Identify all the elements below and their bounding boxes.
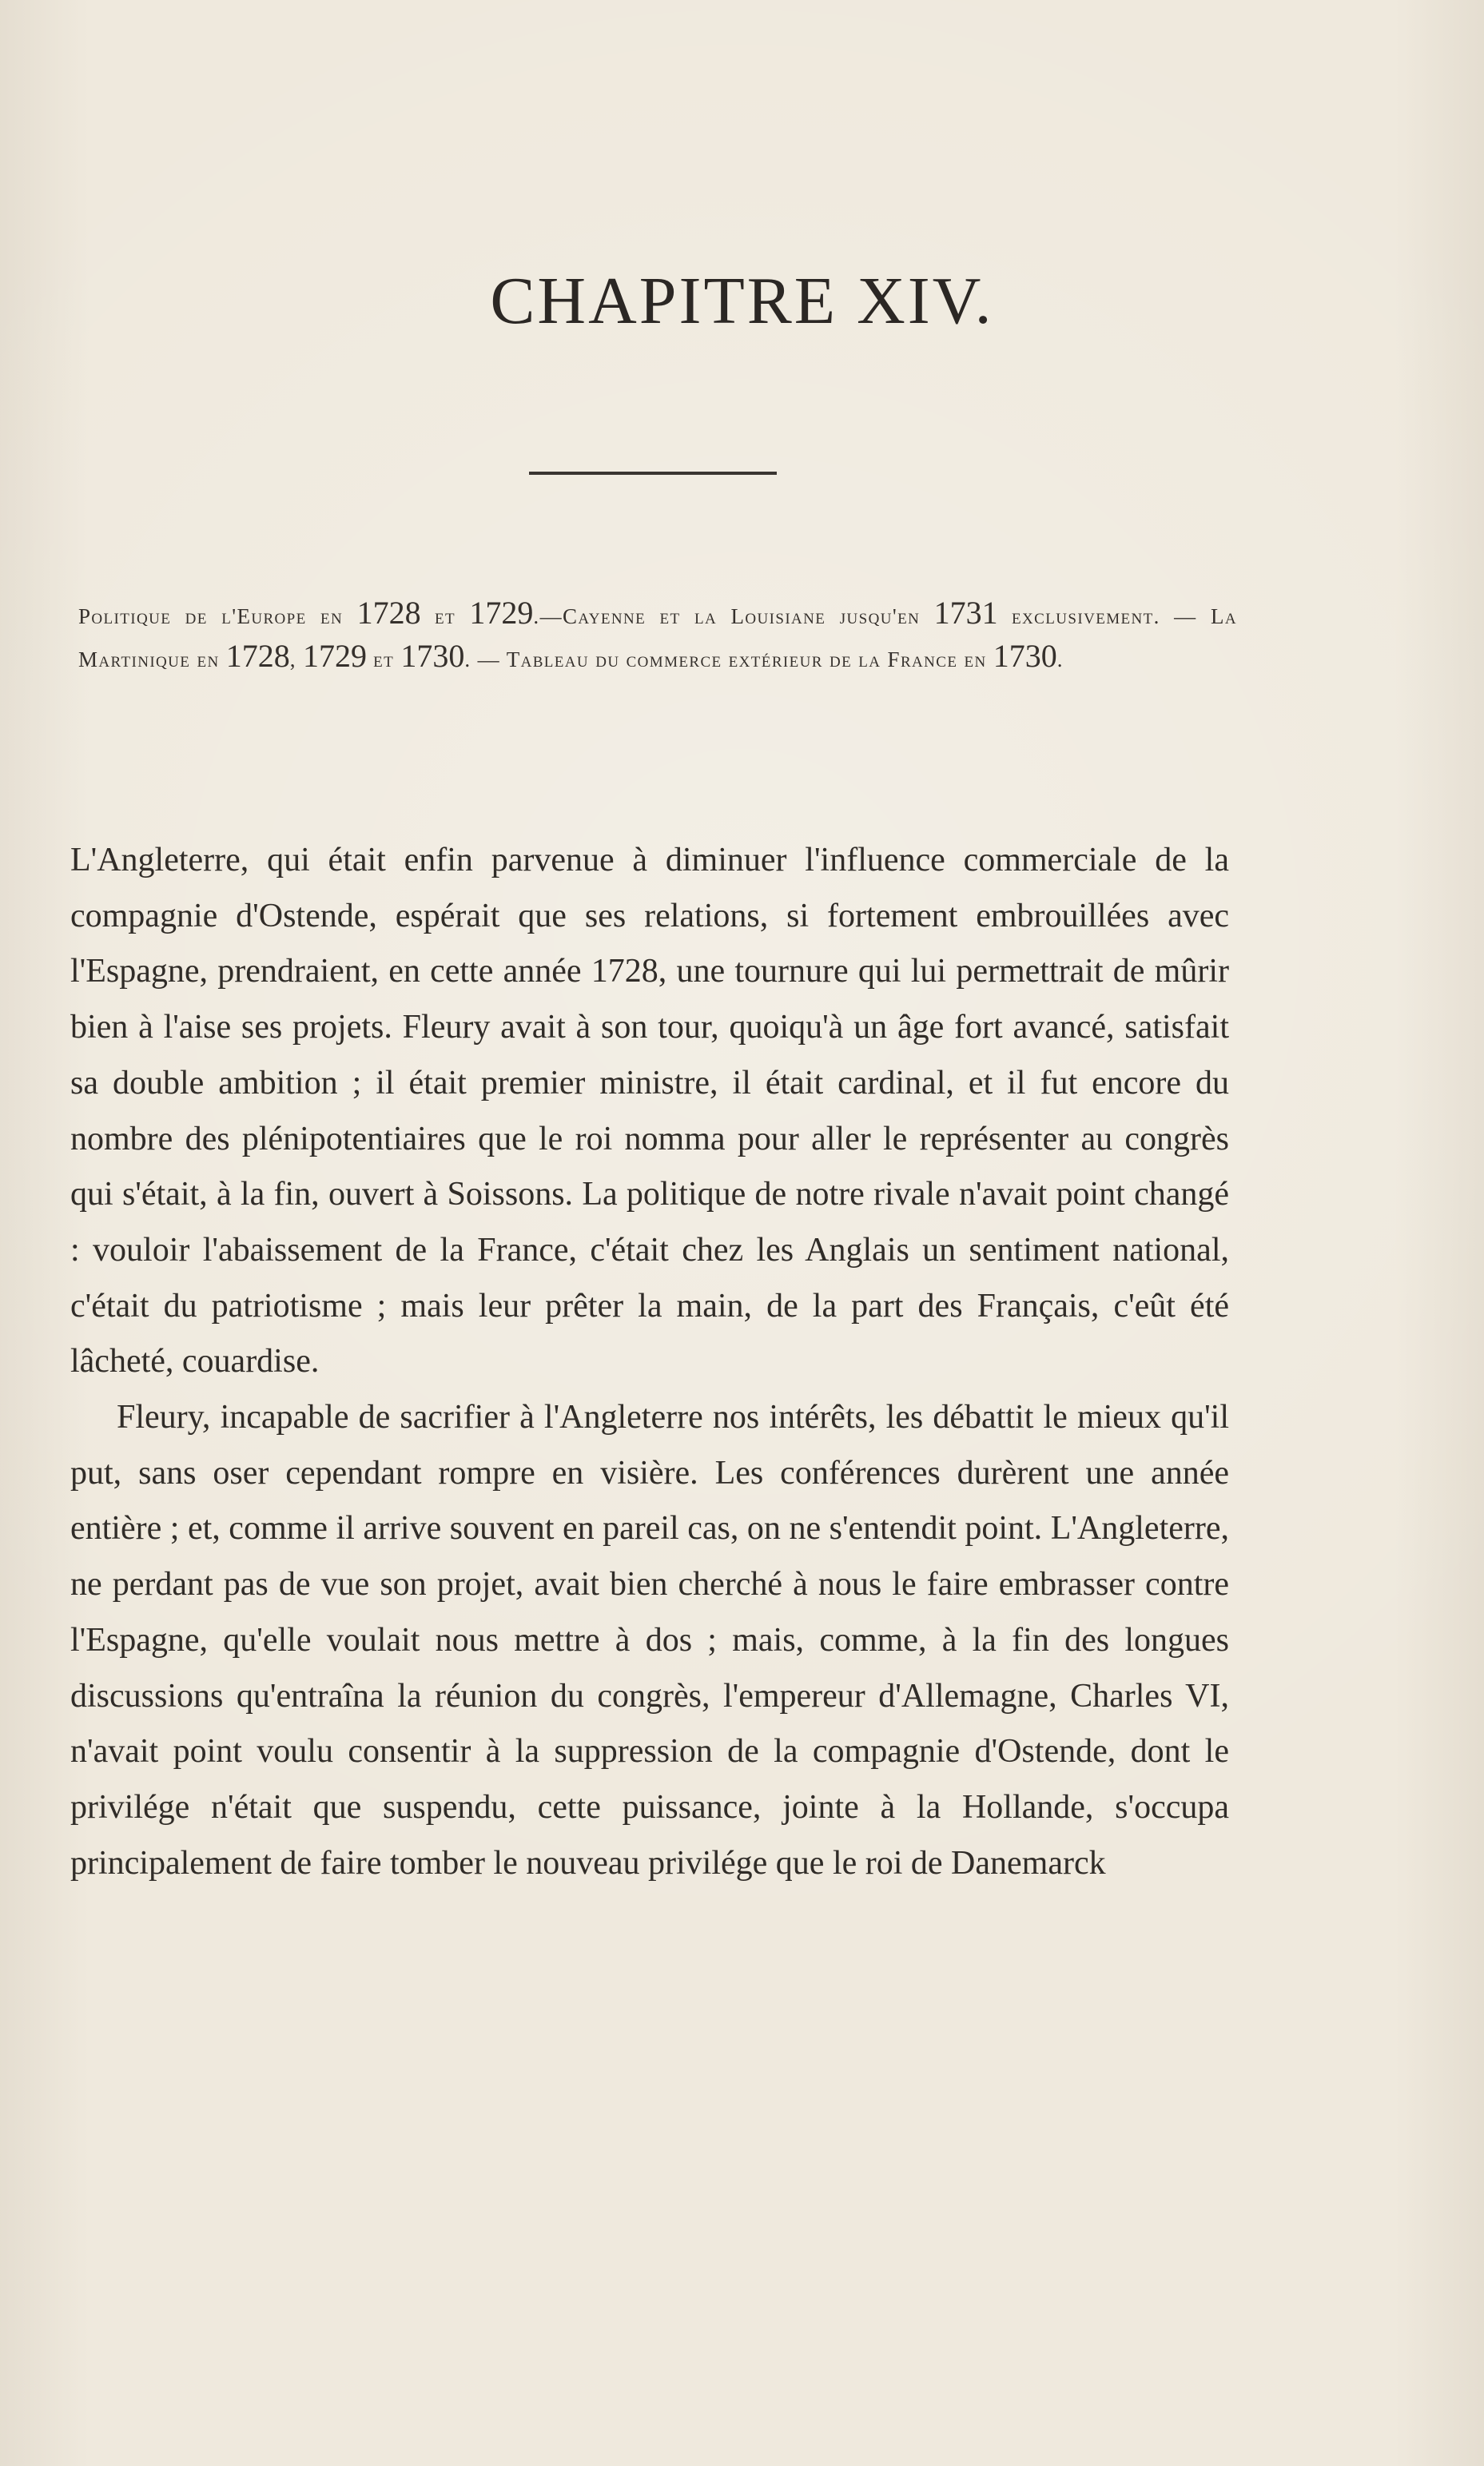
summary-year: 1728 bbox=[356, 595, 421, 631]
summary-text: exclusivement. — La Martinique en bbox=[78, 604, 1238, 671]
title-rule bbox=[529, 472, 777, 475]
paragraph: Fleury, incapable de sacrifier à l'Angleterre nos intérêts, les débattit le mieux qu'il put, sans oser cependant rompre en visière. Les conférences durèrent une année entière ; et, comme il arrive souvent en pareil cas, on ne s'entendit point. L'Angleterre, ne perdant pas de vue son projet, avait bien cherché à nous le faire embrasser contre l'Espagne, qu'elle voulait nous mettre à dos ; mais, comme, à la fin des longues discussions qu'entraîna la réunion du congrès, l'empereur d'Allemagne, Charles VI, n'avait point voulu consentir à la suppression de la compagnie d'Ostende, dont le privilége n'était que suspendu, cette puissance, jointe à la Hollande, s'occupa principalement de faire tomber le nouveau privilége que le roi de Danemarck bbox=[70, 1399, 1229, 1882]
chapter-title: CHAPITRE XIV. bbox=[490, 264, 994, 338]
summary-year: 1730 bbox=[993, 638, 1057, 674]
chapter-body bbox=[70, 833, 1229, 1891]
summary-year: 1729 bbox=[469, 595, 534, 631]
summary-year: 1730 bbox=[400, 638, 465, 674]
summary-text: , bbox=[289, 647, 304, 671]
summary-text: Politique de l'Europe en bbox=[78, 604, 357, 628]
summary-year: 1728 bbox=[225, 638, 290, 674]
summary-year: 1731 bbox=[933, 595, 998, 631]
summary-year: 1729 bbox=[303, 638, 368, 674]
chapter-summary bbox=[78, 593, 1237, 679]
summary-text: .—Cayenne et la Louisiane jusqu'en bbox=[533, 604, 934, 628]
summary-text: et bbox=[420, 604, 470, 628]
summary-text: . — Tableau du commerce extérieur de la France en bbox=[464, 647, 993, 671]
summary-text: et bbox=[367, 647, 401, 671]
paragraph: L'Angleterre, qui était enfin parvenue à diminuer l'influence commerciale de la compagnie d'Ostende, espérait que ses relations, si fortement embrouillées avec l'Espagne, prendraient, en cette année 1728, une tournure qui lui permettrait de mûrir bien à l'aise ses projets. Fleury avait à son tour, quoiqu'à un âge fort avancé, satisfait sa double ambition ; il était premier ministre, il était cardinal, et il fut encore du nombre des plénipotentiaires que le roi nomma pour aller le représenter au congrès qui s'était, à la fin, ouvert à Soissons. La politique de notre rivale n'avait point changé : vouloir l'abaissement de la France, c'était chez les Anglais un sentiment national, c'était du patriotisme ; mais leur prêter la main, de la part des Français, c'eût été lâcheté, couardise. bbox=[70, 842, 1229, 1380]
summary-text: . bbox=[1056, 647, 1064, 671]
